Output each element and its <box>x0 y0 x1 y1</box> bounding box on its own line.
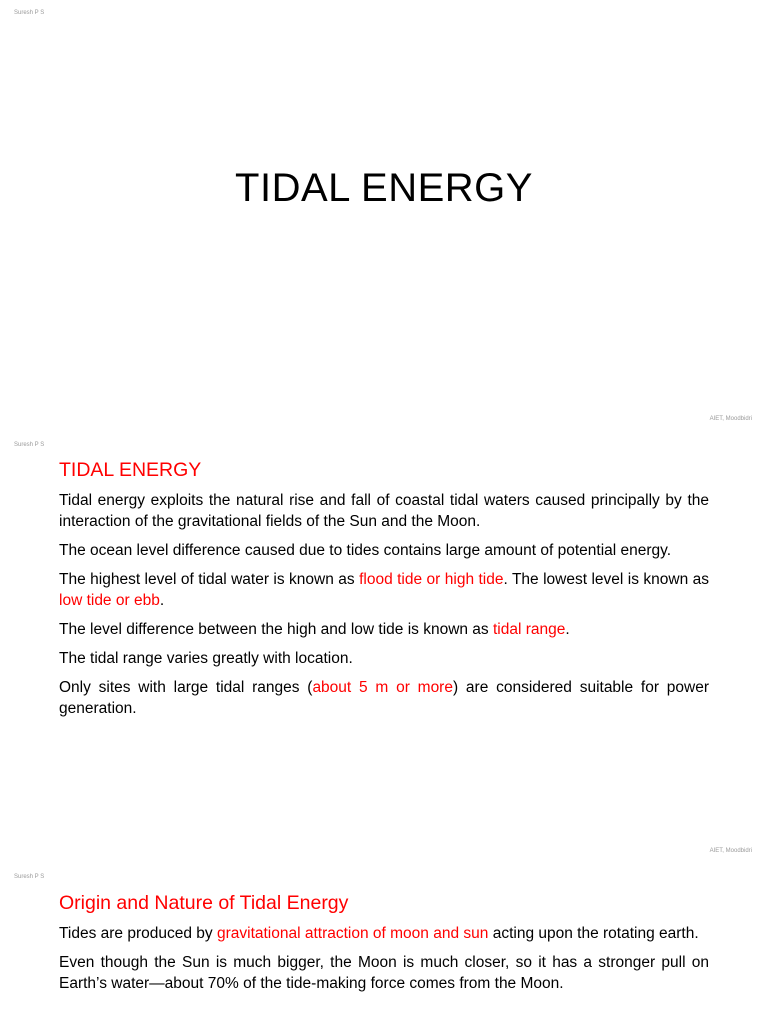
slide-heading: Origin and Nature of Tidal Energy <box>59 892 349 914</box>
text-run: . <box>565 621 570 638</box>
paragraph <box>59 569 709 611</box>
text-run: acting upon the rotating earth. <box>488 925 699 942</box>
author-tag: Suresh P S <box>14 442 45 448</box>
text-run: ) are considered suitable for power generation. <box>59 679 709 717</box>
paragraph: Even though the Sun is much bigger, the Moon is much closer, so it has a stronger pull on Earth’s water—about 70% of the tide-making force comes from the Moon. <box>59 954 709 992</box>
text-run: The highest level of tidal water is known as <box>59 571 360 588</box>
text-run: . The lowest level is known as <box>503 571 709 588</box>
highlight-text: flood tide or high tide <box>359 571 504 588</box>
institution-tag: AIET, Moodbidri <box>709 848 752 854</box>
slide-title-text: TIDAL ENERGY <box>235 166 533 210</box>
paragraph: Tidal energy exploits the natural rise and fall of coastal tidal waters caused principally by the interaction of the gravitational fields of the Sun and the Moon. <box>59 492 709 530</box>
author-tag: Suresh P S <box>14 10 45 16</box>
highlight-text: gravitational attraction of moon and sun <box>216 925 489 942</box>
paragraph <box>59 619 709 640</box>
slide-heading: TIDAL ENERGY <box>59 459 202 481</box>
institution-tag: AIET, Moodbidri <box>709 416 752 422</box>
highlight-text: low tide or ebb <box>59 592 160 609</box>
slide-title <box>0 0 768 432</box>
author-tag: Suresh P S <box>14 874 45 880</box>
slide-body <box>59 490 709 727</box>
highlight-text: about 5 m or more <box>312 679 453 696</box>
text-run: . <box>159 592 165 609</box>
slide-tidal-energy <box>0 432 768 864</box>
text-run: Only sites with large tidal ranges ( <box>59 679 313 696</box>
text-run: Tides are produced by <box>59 925 217 942</box>
slide-body <box>59 923 709 1002</box>
paragraph <box>59 923 709 944</box>
slide-origin-nature <box>0 864 768 1024</box>
text-run: The level difference between the high and low tide is known as <box>59 621 493 638</box>
highlight-text: tidal range <box>493 621 566 638</box>
paragraph <box>59 677 709 719</box>
paragraph: The tidal range varies greatly with location. <box>59 650 353 667</box>
paragraph: The ocean level difference caused due to tides contains large amount of potential energy. <box>59 542 672 559</box>
